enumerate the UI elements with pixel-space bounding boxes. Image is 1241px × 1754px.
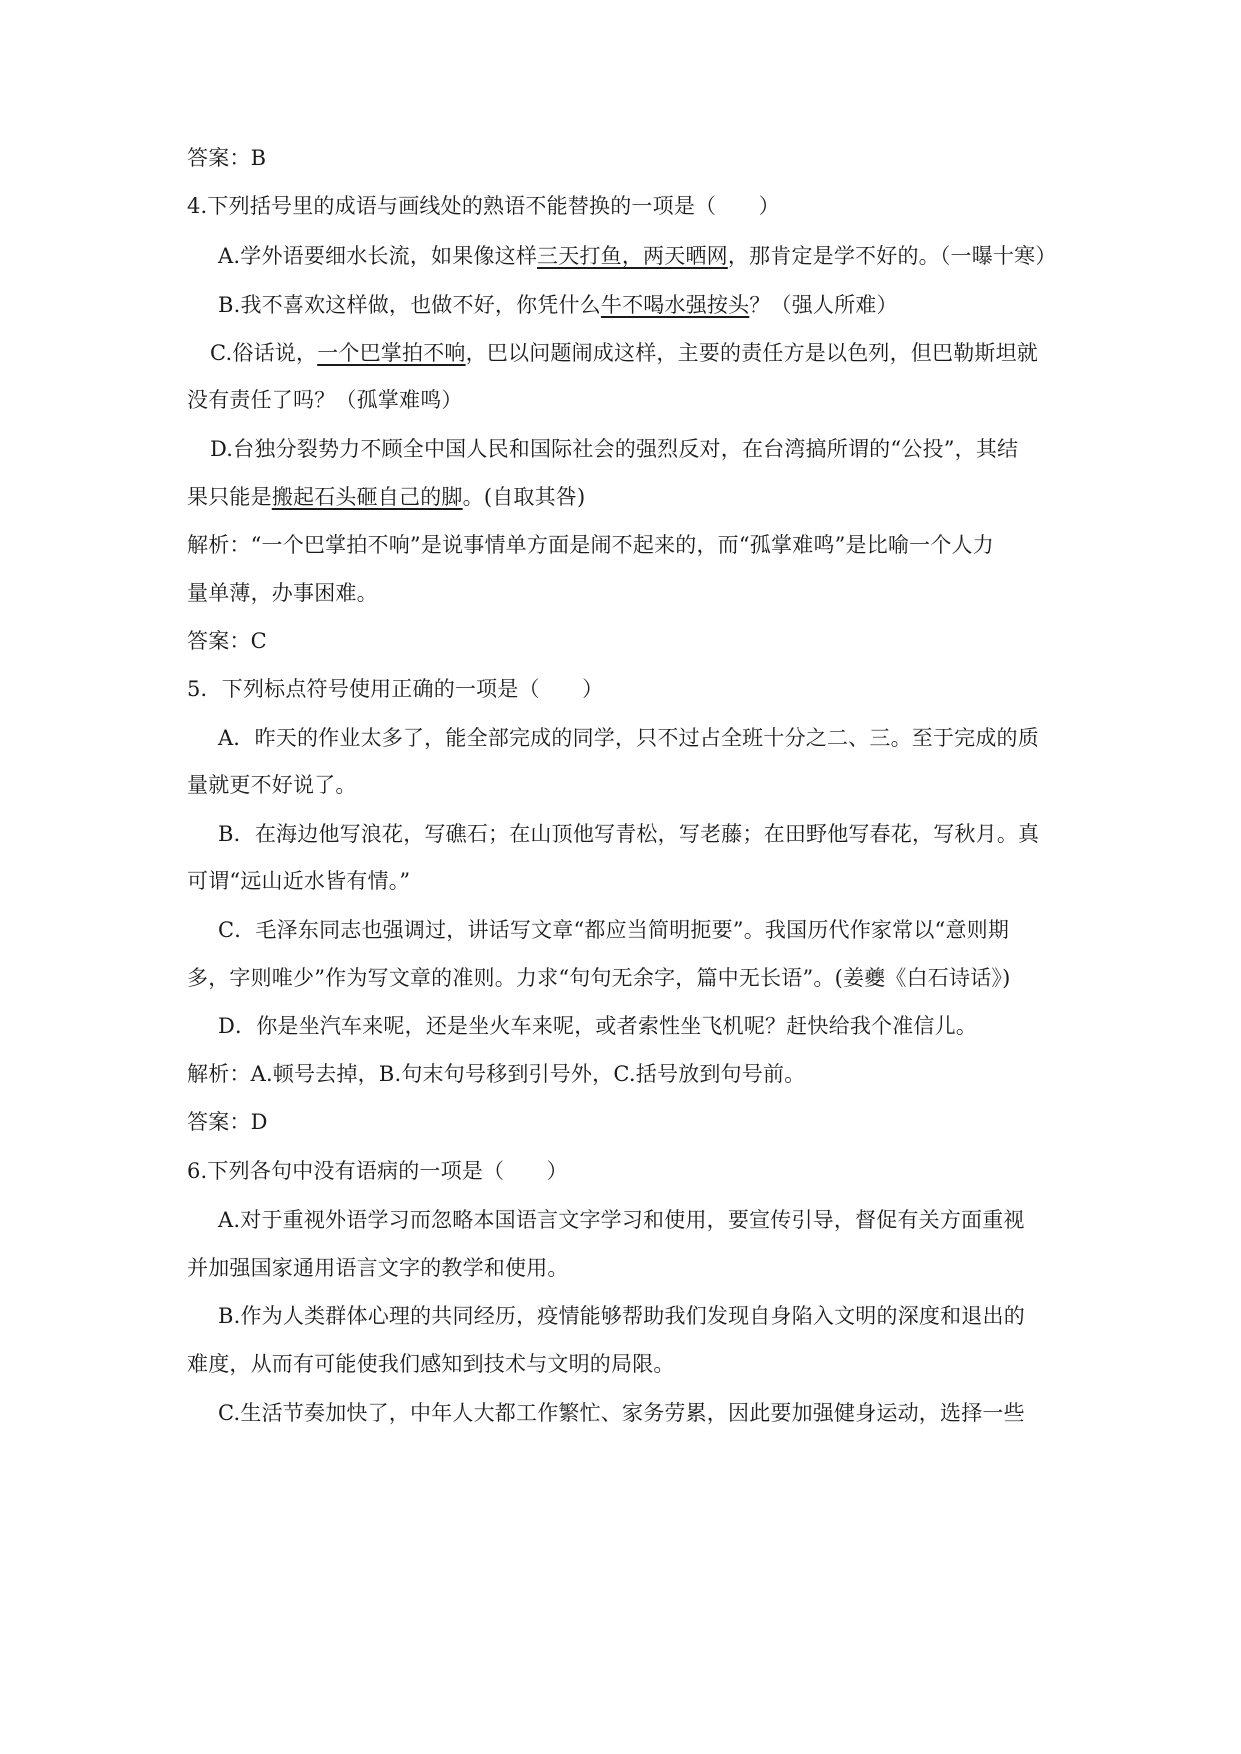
option-d-underlined: 搬起石头砸自己的脚 [271, 485, 463, 509]
question-5-option-c: C．毛泽东同志也强调过，讲话写文章“都应当简明扼要”。我国历代作家常以“意则期 [218, 918, 1010, 942]
option-b-text: B.我不喜欢这样做，也做不好，你凭什么 [218, 293, 601, 317]
question-6-option-a: A.对于重视外语学习而忽略本国语言文字学习和使用，要宣传引导，督促有关方面重视 [218, 1208, 1025, 1232]
question-4-option-d: D.台独分裂势力不顾全中国人民和国际社会的强烈反对，在台湾搞所谓的“公投”，其结 [210, 437, 1019, 461]
option-c-text: C.俗话说， [210, 341, 318, 365]
option-b-text-end: ？（强人所难） [749, 293, 898, 317]
option-a-text: A.学外语要细水长流，如果像这样 [218, 244, 538, 268]
question-6-option-a-cont: 并加强国家通用语言文字的教学和使用。 [187, 1256, 569, 1280]
option-b-underlined: 牛不喝水强按头 [600, 293, 750, 317]
question-6-stem: 6.下列各句中没有语病的一项是（ ） [187, 1159, 568, 1183]
question-5-option-c-cont: 多，字则唯少”作为写文章的准则。力求“句句无余字，篇中无长语”。(姜夔《白石诗话》) [187, 966, 1011, 990]
question-6-option-b-cont: 难度，从而有可能使我们感知到技术与文明的局限。 [187, 1352, 675, 1376]
question-4-option-b [218, 290, 1088, 320]
answer-4: 答案：C [187, 629, 267, 653]
option-d-text-end: 。(自取其咎) [462, 485, 586, 509]
option-c-underlined: 一个巴掌拍不响 [317, 341, 466, 365]
option-a-underlined: 三天打鱼，两天晒网 [537, 244, 728, 268]
answer-5: 答案：D [187, 1110, 268, 1134]
option-a-text-end: ，那肯定是学不好的。（一曝十寒） [727, 244, 1057, 268]
option-c-text-end: ，巴以问题闹成这样，主要的责任方是以色列，但巴勒斯坦就 [465, 341, 1039, 365]
question-6-option-b: B.作为人类群体心理的共同经历，疫情能够帮助我们发现自身陷入文明的深度和退出的 [218, 1304, 1025, 1328]
question-4-option-c-cont: 没有责任了吗？（孤掌难鸣） [187, 388, 463, 412]
question-6-option-c: C.生活节奏加快了，中年人大都工作繁忙、家务劳累，因此要加强健身运动，选择一些 [218, 1401, 1025, 1425]
question-4-analysis: 解析：“一个巴掌拍不响”是说事情单方面是闹不起来的，而“孤掌难鸣”是比喻一个人力 [187, 533, 994, 557]
question-4-option-c [210, 338, 1080, 368]
question-4-analysis-cont: 量单薄，办事困难。 [187, 581, 378, 605]
option-d-text: 果只能是 [187, 485, 272, 509]
question-5-option-a: A．昨天的作业太多了，能全部完成的同学，只不过占全班十分之二、三。至于完成的质 [218, 726, 1039, 750]
question-4-option-a [218, 241, 1088, 271]
question-5-option-d: D．你是坐汽车来呢，还是坐火车来呢，或者索性坐飞机呢？赶快给我个准信儿。 [218, 1014, 978, 1038]
question-5-option-b: B．在海边他写浪花，写礁石；在山顶他写青松，写老藤；在田野他写春花，写秋月。真 [218, 822, 1040, 846]
question-5-option-b-cont: 可谓“远山近水皆有情。” [187, 869, 411, 893]
question-5-option-a-cont: 量就更不好说了。 [187, 773, 357, 797]
answer-3: 答案：B [187, 146, 267, 170]
question-5-stem: 5．下列标点符号使用正确的一项是（ ） [187, 677, 604, 701]
question-4-option-d-cont [187, 482, 1057, 512]
question-4-stem: 4.下列括号里的成语与画线处的熟语不能替换的一项是（ ） [187, 194, 780, 218]
question-5-analysis: 解析：A.顿号去掉，B.句末句号移到引号外，C.括号放到句号前。 [187, 1062, 806, 1086]
